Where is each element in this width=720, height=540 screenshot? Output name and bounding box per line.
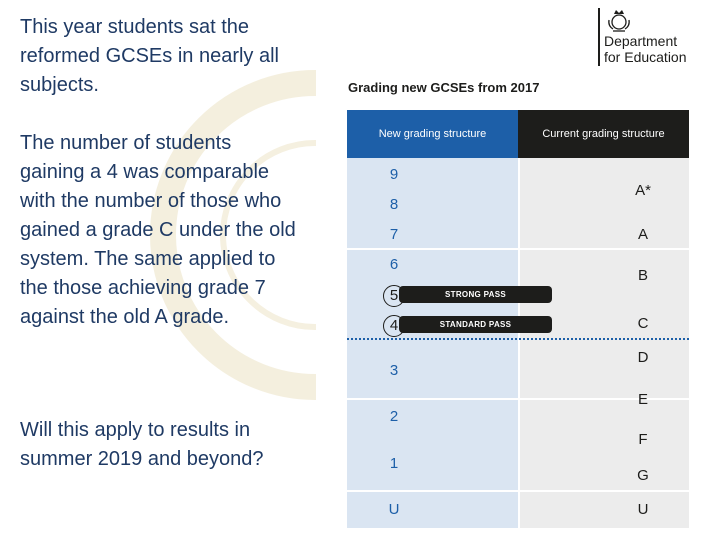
new-grade-3: 3 xyxy=(389,362,399,379)
question-paragraph: Will this apply to results in summer 2019 and beyond? xyxy=(20,419,264,470)
current-grade-a: A xyxy=(637,226,648,243)
dfe-logo xyxy=(598,6,708,66)
current-grade-c: C xyxy=(637,315,649,332)
row-divider xyxy=(347,248,518,250)
row-divider xyxy=(347,490,518,492)
current-grades-column xyxy=(518,158,689,528)
row-divider xyxy=(520,490,689,492)
new-grade-7: 7 xyxy=(389,226,399,243)
new-grade-2: 2 xyxy=(389,408,399,425)
new-grade-1: 1 xyxy=(389,455,399,472)
new-grade-6: 6 xyxy=(389,256,399,273)
new-grade-4: 4 xyxy=(383,315,405,337)
current-grade-g: G xyxy=(637,467,649,484)
logo-text-for-education: for Education xyxy=(604,49,687,65)
standard-pass-bar: STANDARD PASS xyxy=(399,316,552,333)
logo-rule xyxy=(598,8,600,66)
row-divider xyxy=(520,398,689,400)
row-divider xyxy=(347,398,518,400)
column-divider xyxy=(518,158,520,528)
new-grade-5: 5 xyxy=(383,285,405,307)
current-grade-a-star: A* xyxy=(635,182,651,199)
row-divider xyxy=(520,248,689,250)
current-grade-d: D xyxy=(637,349,649,366)
new-grade-9: 9 xyxy=(389,166,399,183)
intro-paragraph: This year students sat the reformed GCSEs in nearly all subjects. xyxy=(20,16,279,96)
current-grade-e: E xyxy=(637,391,648,408)
header-current-grading: Current grading structure xyxy=(518,110,689,158)
new-grade-u: U xyxy=(388,501,400,518)
current-grade-b: B xyxy=(637,267,648,284)
comparison-paragraph: The number of students gaining a 4 was comparable with the number of those who gained a grade C under the old system. The same applied to the those achieving grade 7 against the old A grade. xyxy=(20,132,296,328)
new-grades-column xyxy=(347,158,518,528)
royal-crest-icon xyxy=(606,8,632,32)
logo-text-department: Department xyxy=(604,33,678,49)
pass-boundary-line xyxy=(347,338,689,340)
strong-pass-bar: STRONG PASS xyxy=(399,286,552,303)
header-new-grading: New grading structure xyxy=(347,110,518,158)
grading-table xyxy=(347,110,689,528)
figure-title: Grading new GCSEs from 2017 xyxy=(348,80,540,95)
new-grade-8: 8 xyxy=(389,196,399,213)
current-grade-f: F xyxy=(638,431,648,448)
current-grade-u: U xyxy=(637,501,649,518)
